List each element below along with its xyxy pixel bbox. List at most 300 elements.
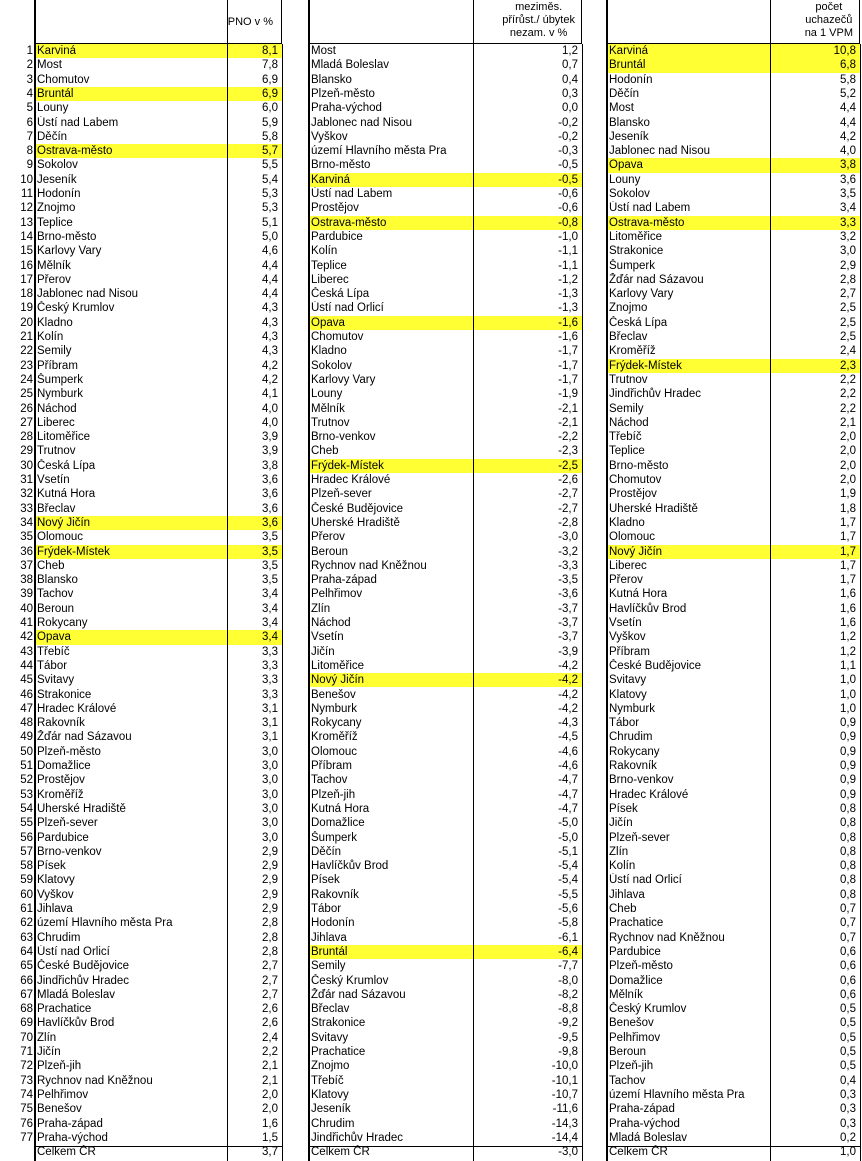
- table-row: [34, 187, 282, 201]
- table-row: [606, 402, 860, 416]
- table-row: [308, 945, 582, 959]
- table-row: [34, 444, 282, 458]
- district-name: Brno-venkov: [311, 431, 376, 444]
- district-name: Nový Jičín: [308, 673, 473, 687]
- district-value: 3,3: [262, 645, 278, 658]
- district-value: 0,5: [840, 1060, 856, 1073]
- district-value: 2,5: [840, 331, 856, 343]
- district-name: Plzeň-sever: [609, 831, 670, 844]
- district-name: Ústí nad Orlicí: [609, 874, 682, 887]
- district-name: Jeseník: [37, 173, 77, 186]
- district-value: -1,7: [558, 359, 578, 372]
- district-value: 5,9: [262, 116, 278, 129]
- district-value: -3,7: [558, 602, 578, 615]
- district-value: -6,1: [558, 931, 578, 944]
- table-row: [34, 430, 282, 444]
- district-name: Ústí nad Orlicí: [37, 945, 110, 958]
- table-row: [308, 516, 582, 530]
- district-value: 3,4: [840, 202, 856, 215]
- rank-number: 10: [20, 173, 33, 186]
- rank-number: 23: [20, 359, 33, 372]
- rank-number: 64: [20, 945, 33, 958]
- district-name: Cheb: [311, 445, 339, 458]
- district-value: 1,1: [840, 659, 856, 672]
- table-row: [606, 144, 860, 158]
- district-name: Olomouc: [37, 531, 84, 544]
- district-value: -10,1: [551, 1074, 578, 1087]
- header-col1-left-border: [34, 0, 36, 43]
- district-name: Havlíčkův Brod: [311, 860, 389, 873]
- district-value: 0,6: [840, 974, 856, 987]
- district-name: Plzeň-město: [311, 87, 375, 100]
- district-value: 8,1: [227, 44, 282, 58]
- district-value: 1,0: [840, 702, 856, 715]
- rank-number: 22: [20, 345, 33, 358]
- district-name: Břeclav: [37, 502, 76, 515]
- district-value: -8,2: [558, 988, 578, 1001]
- table-row: [34, 545, 282, 559]
- table-row: [606, 316, 860, 330]
- district-name: Ústí nad Labem: [37, 116, 119, 129]
- district-value: -4,7: [558, 774, 578, 787]
- district-name: Břeclav: [311, 1003, 350, 1016]
- table-row: [34, 688, 282, 702]
- district-value: -5,0: [558, 817, 578, 830]
- district-name: Olomouc: [609, 531, 656, 544]
- district-value: 4,0: [840, 145, 856, 158]
- district-name: Vyškov: [37, 888, 74, 901]
- district-value: 3,8: [262, 459, 278, 472]
- table-row: [606, 745, 860, 759]
- district-value: -4,2: [558, 688, 578, 701]
- rank-number: 70: [20, 1031, 33, 1044]
- district-value: 2,7: [840, 288, 856, 301]
- table-row: [308, 187, 582, 201]
- rank-number: 11: [21, 188, 33, 200]
- district-name: Tachov: [609, 1074, 646, 1087]
- district-value: 3,9: [262, 431, 278, 444]
- district-value: -4,6: [558, 745, 578, 758]
- district-value: 4,4: [840, 102, 856, 115]
- district-name: Trutnov: [311, 416, 350, 429]
- table-row: [606, 416, 860, 430]
- district-name: Ostrava-město: [308, 216, 473, 230]
- table-row: [606, 730, 860, 744]
- table-row: [606, 502, 860, 516]
- district-name: Kolín: [311, 245, 338, 258]
- district-name: Rokycany: [311, 717, 362, 730]
- district-value: 2,0: [840, 445, 856, 458]
- table-row: [606, 859, 860, 873]
- district-value: 1,6: [840, 588, 856, 601]
- table-row: [308, 1059, 582, 1073]
- table-row: [308, 1031, 582, 1045]
- district-name: Svitavy: [311, 1031, 349, 1044]
- district-value: 2,7: [262, 988, 278, 1001]
- district-value: 5,8: [262, 130, 278, 143]
- district-name: Nový Jičín: [34, 516, 227, 530]
- district-name: Chrudim: [311, 1117, 355, 1130]
- district-name: Nymburk: [37, 388, 84, 401]
- table-row: [308, 974, 582, 988]
- table-row: [606, 845, 860, 859]
- table-row: [606, 602, 860, 616]
- district-value: 2,0: [262, 1103, 278, 1116]
- district-name: Hodonín: [37, 188, 81, 200]
- district-name: Tachov: [311, 774, 348, 787]
- table-row: [34, 959, 282, 973]
- table-row: [606, 573, 860, 587]
- table-row: [606, 559, 860, 573]
- district-value: -11,6: [552, 1103, 578, 1116]
- table-row: [34, 802, 282, 816]
- district-name: Rakovník: [311, 888, 359, 901]
- district-value: 3,2: [840, 230, 856, 243]
- district-name: Louny: [609, 173, 641, 186]
- district-name: Litoměřice: [311, 659, 365, 672]
- district-value: 0,5: [840, 1017, 856, 1030]
- district-name: Třebíč: [311, 1074, 344, 1087]
- table-row: [34, 759, 282, 773]
- district-value: 2,7: [262, 960, 278, 973]
- table-row: [606, 158, 860, 172]
- table-row: [34, 773, 282, 787]
- table-row: [34, 87, 282, 101]
- district-name: Frýdek-Místek: [34, 545, 227, 559]
- table-row: [606, 688, 860, 702]
- district-value: -1,3: [558, 288, 578, 301]
- table-row: [308, 702, 582, 716]
- table-row: [308, 659, 582, 673]
- district-value: 2,2: [840, 402, 856, 415]
- district-value: 4,6: [262, 245, 278, 258]
- table-row: [308, 387, 582, 401]
- district-value: 2,7: [262, 974, 278, 987]
- district-value: 0,6: [840, 988, 856, 1001]
- table-row: [308, 616, 582, 630]
- district-name: Rychnov nad Kněžnou: [609, 931, 725, 944]
- district-name: Přerov: [37, 273, 71, 286]
- district-name: Kutná Hora: [311, 802, 370, 815]
- district-name: Plzeň-jih: [311, 788, 356, 801]
- district-value: 2,8: [262, 917, 278, 930]
- district-value: 3,0: [262, 788, 278, 801]
- district-value: -2,3: [558, 445, 578, 458]
- table-row: [34, 974, 282, 988]
- district-value: 4,2: [840, 130, 856, 143]
- table-row: [34, 1002, 282, 1016]
- district-name: Znojmo: [311, 1060, 350, 1073]
- table-row: [308, 144, 582, 158]
- district-name: Domažlice: [609, 974, 663, 987]
- district-value: -5,1: [558, 845, 578, 858]
- district-name: Praha-západ: [609, 1103, 675, 1116]
- district-name: Opava: [34, 630, 227, 644]
- table-row: [308, 502, 582, 516]
- footer-row-col3: [606, 1145, 860, 1159]
- district-name: České Budějovice: [609, 659, 702, 672]
- table-row: [308, 1131, 582, 1145]
- rank-number: 34: [20, 516, 33, 529]
- table-row: [606, 230, 860, 244]
- table-row: [34, 73, 282, 87]
- table-row: [606, 473, 860, 487]
- district-name: České Budějovice: [311, 502, 404, 515]
- district-value: 3,5: [262, 559, 278, 572]
- table-row: [34, 230, 282, 244]
- header-applicants-label: počet uchazečů na 1 VPM: [804, 1, 853, 39]
- district-name: Domažlice: [311, 817, 365, 830]
- district-value: 2,2: [262, 1046, 278, 1058]
- district-name: Žďár nad Sázavou: [37, 731, 132, 744]
- table-row: [606, 87, 860, 101]
- table-row: [308, 116, 582, 130]
- table-column-divider: [770, 44, 771, 1161]
- rank-number: 58: [20, 860, 33, 873]
- table-row: [308, 802, 582, 816]
- district-value: -0,3: [558, 145, 578, 158]
- table-row: [34, 730, 282, 744]
- district-name: Rokycany: [609, 745, 660, 758]
- district-name: Hradec Králové: [37, 702, 117, 715]
- table-right-border: [860, 44, 861, 1161]
- district-value: 1,2: [840, 645, 856, 658]
- district-value: 2,1: [262, 1074, 278, 1087]
- district-value: 2,2: [840, 388, 856, 401]
- district-value: -1,2: [558, 273, 578, 286]
- district-name: Jihlava: [37, 903, 73, 915]
- table-row: [308, 1045, 582, 1059]
- district-name: Jihlava: [311, 931, 347, 944]
- rank-number: 40: [20, 602, 33, 615]
- table-row: [606, 645, 860, 659]
- district-name: Český Krumlov: [37, 302, 115, 315]
- district-value: 3,5: [262, 574, 278, 587]
- district-value: 1,0: [840, 688, 856, 701]
- rank-number: 7: [26, 130, 33, 143]
- district-name: Chrudim: [37, 931, 81, 944]
- table-row: [308, 44, 582, 58]
- district-value: 2,0: [262, 1088, 278, 1101]
- district-name: Jihlava: [609, 888, 645, 901]
- district-name: Cheb: [37, 559, 65, 572]
- district-value: 3,1: [262, 702, 278, 715]
- table-row: [308, 259, 582, 273]
- district-value: -14,4: [551, 1131, 578, 1144]
- table-row: [34, 1016, 282, 1030]
- district-value: 3,5: [227, 545, 282, 559]
- table-row: [308, 58, 582, 72]
- table-row: [606, 1045, 860, 1059]
- district-value: 1,7: [840, 559, 856, 572]
- district-value: 5,2: [840, 87, 856, 100]
- district-name: Semily: [37, 345, 72, 358]
- district-value: 4,4: [262, 288, 278, 301]
- district-name: Mělník: [311, 402, 345, 415]
- district-name: České Budějovice: [37, 960, 130, 973]
- district-name: Třebíč: [609, 431, 642, 444]
- district-name: Karlovy Vary: [37, 245, 102, 258]
- table-row: [34, 859, 282, 873]
- rank-number: 24: [20, 373, 33, 386]
- district-name: území Hlavního města Pra: [37, 917, 173, 930]
- district-name: Frýdek-Místek: [308, 459, 473, 473]
- table-row: [34, 788, 282, 802]
- district-value: -2,5: [473, 459, 582, 473]
- district-name: Jablonec nad Nisou: [609, 145, 711, 158]
- table-row: [606, 359, 860, 373]
- district-name: Příbram: [37, 359, 78, 372]
- district-value: -0,6: [558, 188, 578, 200]
- district-value: 0,5: [840, 1046, 856, 1058]
- district-name: Havlíčkův Brod: [37, 1017, 115, 1030]
- district-value: 2,9: [262, 888, 278, 901]
- district-value: -3,3: [558, 559, 578, 572]
- table-row: [308, 130, 582, 144]
- district-name: Havlíčkův Brod: [609, 602, 687, 615]
- district-name: Jindřichův Hradec: [609, 388, 702, 401]
- district-value: 3,6: [227, 516, 282, 530]
- district-name: Prostějov: [311, 202, 359, 215]
- district-value: -0,6: [558, 202, 578, 215]
- table-row: [34, 459, 282, 473]
- district-name: Plzeň-město: [609, 960, 673, 973]
- table-column-divider: [473, 44, 474, 1161]
- district-name: Klatovy: [311, 1088, 349, 1101]
- table-row: [34, 301, 282, 315]
- rank-number: 1: [26, 45, 33, 57]
- table-row: [308, 316, 582, 330]
- district-value: 2,9: [262, 860, 278, 873]
- table-row: [34, 173, 282, 187]
- district-name: Jindřichův Hradec: [37, 974, 130, 987]
- table-row: [606, 344, 860, 358]
- table-row: [606, 130, 860, 144]
- district-value: 1,7: [840, 531, 856, 544]
- table-row: [308, 959, 582, 973]
- district-value: 3,0: [262, 760, 278, 772]
- table-row: [34, 387, 282, 401]
- district-value: 3,0: [262, 745, 278, 758]
- district-name: Svitavy: [37, 674, 75, 687]
- table-row: [308, 902, 582, 916]
- district-name: Karviná: [34, 44, 227, 58]
- district-value: 2,0: [840, 431, 856, 444]
- district-name: Česká Lípa: [37, 459, 96, 472]
- district-name: Jičín: [311, 645, 335, 658]
- district-value: 2,2: [840, 373, 856, 386]
- district-name: Most: [37, 59, 62, 72]
- district-name: Znojmo: [37, 202, 76, 215]
- district-name: Kolín: [609, 860, 636, 873]
- rank-number: 35: [20, 531, 33, 544]
- district-value: 1,5: [262, 1131, 278, 1144]
- district-name: Rychnov nad Kněžnou: [311, 559, 427, 572]
- district-value: -5,0: [558, 831, 578, 844]
- district-value: -5,6: [558, 903, 578, 915]
- rank-number: 77: [20, 1131, 33, 1144]
- district-value: 2,6: [262, 1017, 278, 1030]
- rank-number: 31: [20, 474, 33, 486]
- rank-number: 29: [20, 445, 33, 458]
- table-row: [606, 888, 860, 902]
- table-row: [34, 1059, 282, 1073]
- district-name: Opava: [606, 158, 770, 172]
- rank-number: 74: [20, 1088, 33, 1101]
- district-value: 0,9: [840, 717, 856, 730]
- table-row: [34, 630, 282, 644]
- district-value: 2,5: [840, 302, 856, 315]
- table-row: [34, 373, 282, 387]
- district-name: Liberec: [37, 416, 75, 429]
- district-name: Prachatice: [37, 1003, 92, 1016]
- rank-number: 57: [20, 845, 33, 858]
- rank-number: 12: [20, 202, 33, 215]
- district-value: 4,2: [262, 359, 278, 372]
- table-row: [308, 602, 582, 616]
- rank-number: 42: [20, 631, 33, 644]
- header-col2: [308, 0, 582, 44]
- table-row: [606, 187, 860, 201]
- district-value: -0,2: [558, 130, 578, 143]
- table-row: [308, 344, 582, 358]
- footer-label: Celkem ČR: [609, 1146, 668, 1158]
- table-row: [606, 974, 860, 988]
- table-left-border-inner: [607, 44, 608, 1161]
- district-name: Benešov: [311, 688, 356, 701]
- table-row: [308, 101, 582, 115]
- district-value: 3,0: [262, 774, 278, 787]
- district-name: Sokolov: [311, 359, 352, 372]
- rank-number: 27: [20, 416, 33, 429]
- table-row: [308, 158, 582, 172]
- district-value: 4,0: [262, 402, 278, 415]
- table-row: [308, 859, 582, 873]
- district-value: 3,6: [840, 173, 856, 186]
- district-value: -1,6: [558, 331, 578, 343]
- table-row: [308, 487, 582, 501]
- rank-number: 18: [20, 288, 33, 301]
- district-name: Děčín: [609, 87, 640, 100]
- district-value: -3,7: [558, 631, 578, 644]
- district-value: -10,0: [551, 1060, 578, 1073]
- district-name: Praha-východ: [311, 102, 382, 115]
- district-name: Plzeň-město: [37, 745, 101, 758]
- district-name: Zlín: [311, 602, 331, 615]
- rank-number: 13: [20, 216, 33, 229]
- district-name: Náchod: [37, 402, 77, 415]
- table-row: [308, 773, 582, 787]
- district-name: Benešov: [37, 1103, 82, 1116]
- rank-number: 25: [20, 388, 33, 401]
- district-value: 5,7: [227, 144, 282, 158]
- rank-number: 54: [20, 802, 33, 815]
- district-value: 0,8: [840, 817, 856, 830]
- table-row: [34, 58, 282, 72]
- district-name: Cheb: [609, 903, 637, 915]
- district-value: 2,0: [840, 474, 856, 486]
- rank-number: 33: [20, 502, 33, 515]
- table-left-border-inner: [309, 44, 310, 1161]
- table-row: [34, 144, 282, 158]
- district-name: Jindřichův Hradec: [311, 1131, 404, 1144]
- table-row: [606, 101, 860, 115]
- table-row: [308, 530, 582, 544]
- rank-number: 53: [20, 788, 33, 801]
- district-value: 0,8: [840, 845, 856, 858]
- district-value: -4,2: [558, 659, 578, 672]
- table-row: [606, 831, 860, 845]
